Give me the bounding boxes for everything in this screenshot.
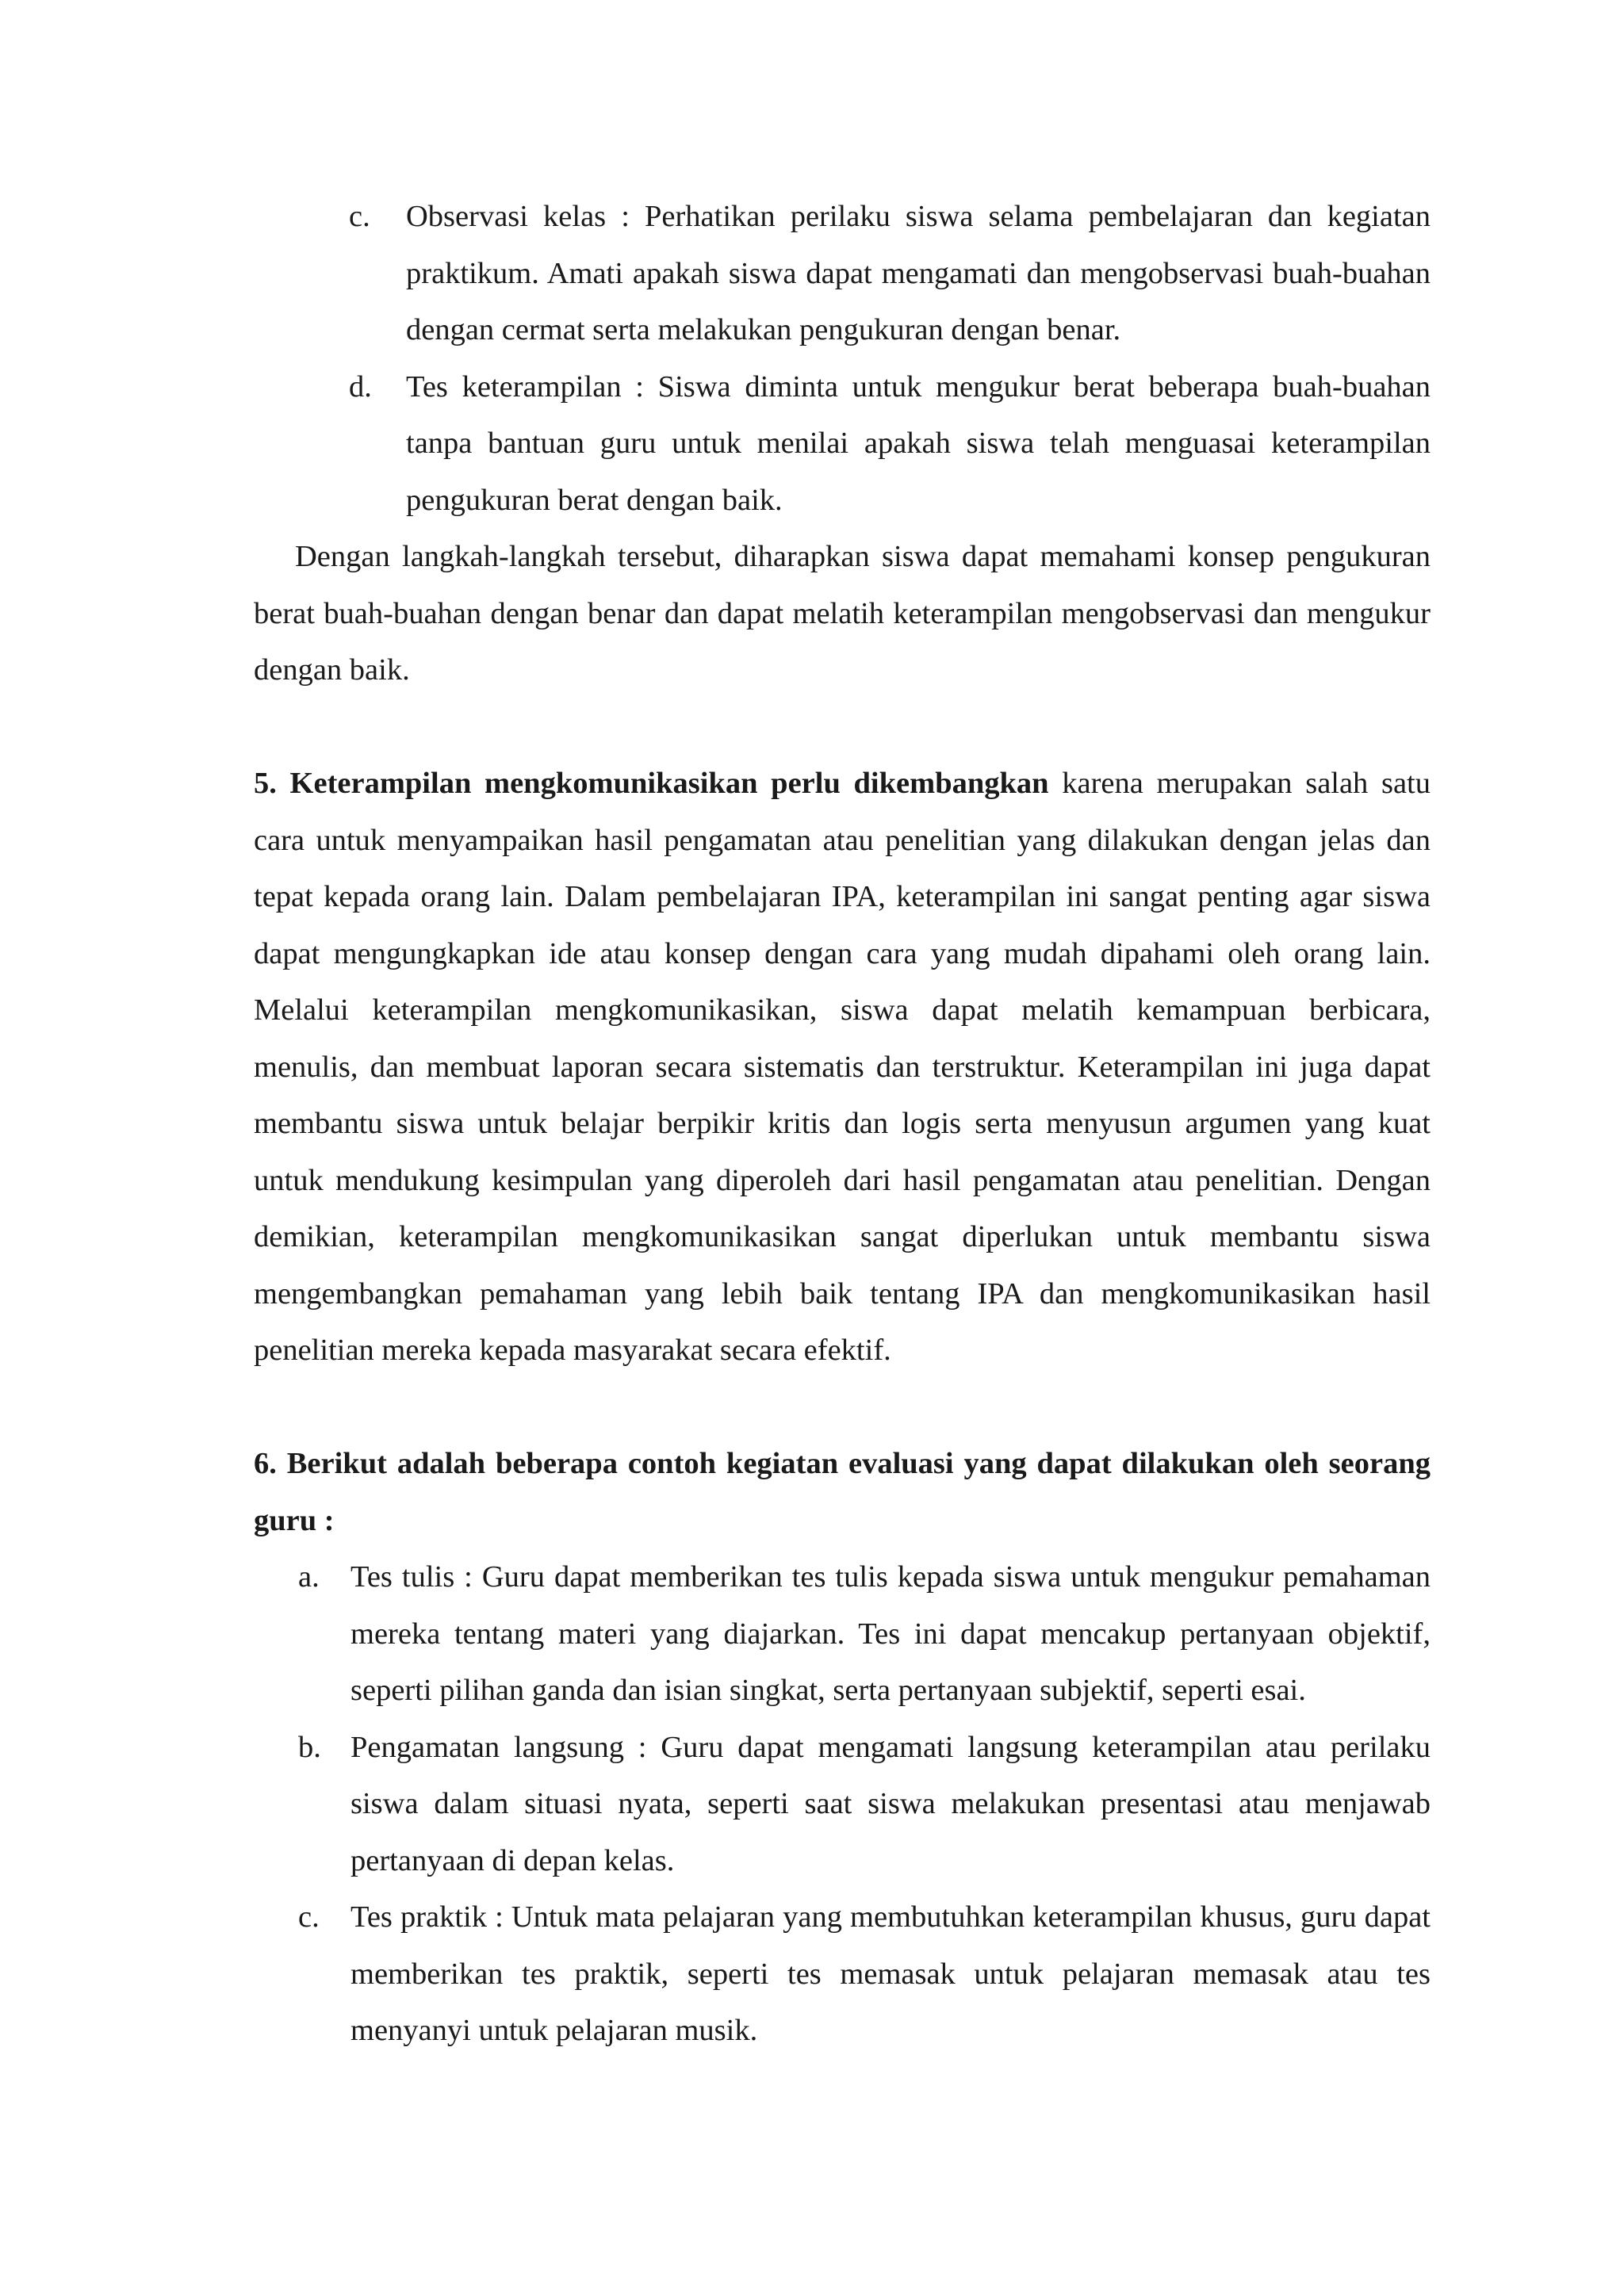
list-item-c-practical-test xyxy=(254,1889,1431,2060)
evaluation-list-continued xyxy=(254,189,1431,529)
list-item-a-written-test xyxy=(254,1549,1431,1720)
section-6-list xyxy=(254,1549,1431,2060)
list-item-d-skill-test xyxy=(254,359,1431,530)
list-marker: b. xyxy=(298,1730,321,1764)
closing-paragraph: Dengan langkah-langkah tersebut, diharapkan siswa dapat memahami konsep pengukuran berat buah-buahan dengan benar dan dapat melatih keterampilan mengobservasi dan mengukur dengan baik. xyxy=(254,540,1431,687)
list-item-text: Observasi kelas : Perhatikan perilaku siswa selama pembelajaran dan kegiatan praktikum. Amati apakah siswa dapat mengamati dan mengobservasi buah-buahan dengan cermat serta melakukan pengukuran dengan benar. xyxy=(406,200,1431,346)
section-5-body: karena merupakan salah satu cara untuk menyampaikan hasil pengamatan atau penelitian yang dilakukan dengan jelas dan tepat kepada orang lain. Dalam pembelajaran IPA, keterampilan ini sangat penting agar siswa dapat mengungkapkan ide atau konsep dengan cara yang mudah dipahami oleh orang lain. Melalui keterampilan mengkomunikasikan, siswa dapat melatih kemampuan berbicara, menulis, dan membuat laporan secara sistematis dan terstruktur. Keterampilan ini juga dapat membantu siswa untuk belajar berpikir kritis dan logis serta menyusun argumen yang kuat untuk mendukung kesimpulan yang diperoleh dari hasil pengamatan atau penelitian. Dengan demikian, keterampilan mengkomunikasikan sangat diperlukan untuk membantu siswa mengembangkan pemahaman yang lebih baik tentang IPA dan mengkomunikasikan hasil penelitian mereka kepada masyarakat secara efektif. xyxy=(254,767,1431,1367)
list-item-text: Tes keterampilan : Siswa diminta untuk mengukur berat beberapa buah-buahan tanpa bantuan guru untuk menilai apakah siswa telah menguasai keterampilan pengukuran berat dengan baik. xyxy=(406,369,1431,517)
paragraph-gap xyxy=(254,699,1431,756)
list-marker: c. xyxy=(298,1900,320,1934)
section-5-paragraph xyxy=(254,756,1431,1380)
paragraph-gap xyxy=(254,1380,1431,1437)
list-item-text: Tes praktik : Untuk mata pelajaran yang membutuhkan keterampilan khusus, guru dapat memberikan tes praktik, seperti tes memasak untuk pelajaran memasak atau tes menyanyi untuk pelajaran musik. xyxy=(350,1900,1431,2047)
list-marker: d. xyxy=(349,369,372,404)
list-item-text: Tes tulis : Guru dapat memberikan tes tulis kepada siswa untuk mengukur pemahaman mereka tentang materi yang diajarkan. Tes ini dapat mencakup pertanyaan objektif, seperti pilihan ganda dan isian singkat, serta pertanyaan subjektif, seperti esai. xyxy=(350,1560,1431,1707)
section-5-heading: 5. Keterampilan mengkomunikasikan perlu dikembangkan xyxy=(254,767,1049,800)
list-item-c-class-observation xyxy=(254,189,1431,359)
section-6-heading: 6. Berikut adalah beberapa contoh kegiatan evaluasi yang dapat dilakukan oleh seorang guru : xyxy=(254,1447,1431,1537)
list-item-text: Pengamatan langsung : Guru dapat mengamati langsung keterampilan atau perilaku siswa dalam situasi nyata, seperti saat siswa melakukan presentasi atau menjawab pertanyaan di depan kelas. xyxy=(350,1730,1431,1877)
list-marker: a. xyxy=(298,1560,320,1594)
list-item-b-direct-observation xyxy=(254,1720,1431,1890)
document-page xyxy=(254,189,1431,2060)
list-marker: c. xyxy=(349,200,370,233)
